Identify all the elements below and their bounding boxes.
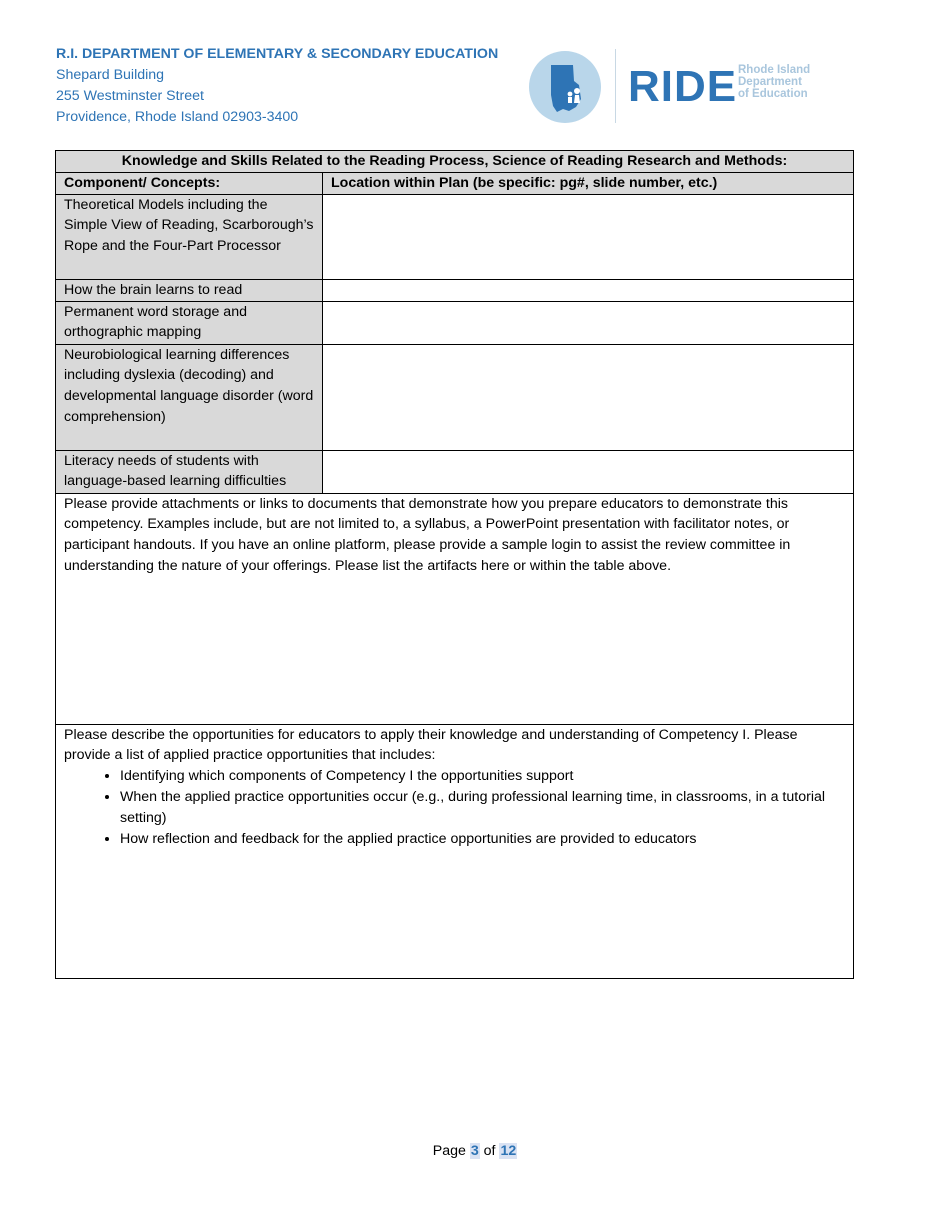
total-page-count: 12 bbox=[500, 1143, 517, 1159]
component-cell: Literacy needs of students with language-based learning difficulties bbox=[56, 450, 323, 493]
attachments-row bbox=[56, 493, 854, 724]
table-title: Knowledge and Skills Related to the Reading Process, Science of Reading Research and Methods: bbox=[56, 151, 854, 173]
current-page-number: 3 bbox=[470, 1143, 479, 1159]
table-row bbox=[56, 194, 854, 279]
address-city: Providence, Rhode Island 02903-3400 bbox=[56, 109, 299, 125]
logo-divider bbox=[615, 49, 616, 123]
opportunities-list bbox=[64, 766, 845, 849]
component-cell: Theoretical Models including the Simple View of Reading, Scarborough’s Rope and the Four-Part Processor bbox=[56, 194, 323, 279]
location-input-cell[interactable] bbox=[323, 344, 854, 450]
location-input-cell[interactable] bbox=[323, 301, 854, 344]
table-row bbox=[56, 301, 854, 344]
component-cell: How the brain learns to read bbox=[56, 279, 323, 301]
ride-logo bbox=[529, 49, 829, 127]
location-input-cell[interactable] bbox=[323, 279, 854, 301]
page-footer bbox=[0, 1143, 950, 1159]
table-row bbox=[56, 450, 854, 493]
column-header-component: Component/ Concepts: bbox=[56, 172, 323, 194]
list-item: • Identifying which components of Competency I the opportunities support bbox=[120, 766, 845, 787]
logo-subtitle bbox=[738, 64, 810, 100]
location-input-cell[interactable] bbox=[323, 194, 854, 279]
table-row bbox=[56, 344, 854, 450]
page-prefix: Page bbox=[432, 1143, 466, 1159]
org-name: R.I. DEPARTMENT OF ELEMENTARY & SECONDARY EDUCATION bbox=[56, 46, 499, 62]
component-cell: Neurobiological learning differences including dyslexia (decoding) and developmental language disorder (word comprehension) bbox=[56, 344, 323, 450]
address-street: 255 Westminster Street bbox=[56, 88, 204, 104]
component-cell: Permanent word storage and orthographic mapping bbox=[56, 301, 323, 344]
rhode-island-map-icon bbox=[529, 51, 601, 123]
opportunities-row bbox=[56, 724, 854, 978]
table-title-row bbox=[56, 151, 854, 173]
attachments-cell[interactable] bbox=[56, 493, 854, 724]
table-row bbox=[56, 279, 854, 301]
logo-subtitle-line: Department bbox=[738, 76, 802, 88]
attachments-prompt: Please provide attachments or links to documents that demonstrate how you prepare educators to demonstrate this competency. Examples include, but are not limited to, a syllabus, a PowerPoint presentation with facilitator notes, or participant handouts. If you have an online platform, please provide a sample login to assist the review committee in understanding the nature of your offerings. Please list the artifacts here or within the table above. bbox=[64, 495, 791, 574]
page-of-word: of bbox=[483, 1143, 496, 1159]
competency-table bbox=[55, 150, 854, 979]
logo-subtitle-line: Rhode Island bbox=[738, 64, 811, 76]
address-building: Shepard Building bbox=[56, 67, 165, 83]
opportunities-prompt: Please describe the opportunities for educators to apply their knowledge and understanding of Competency I. Please provide a list of applied practice opportunities that includes: bbox=[64, 726, 798, 764]
location-input-cell[interactable] bbox=[323, 450, 854, 493]
list-item: • How reflection and feedback for the applied practice opportunities are provided to educators bbox=[120, 829, 845, 850]
letterhead-address bbox=[56, 44, 526, 128]
list-item: • When the applied practice opportunities occur (e.g., during professional learning time, in classrooms, in a tutorial setting) bbox=[120, 787, 845, 829]
logo-subtitle-line: of Education bbox=[738, 88, 808, 100]
column-header-row bbox=[56, 172, 854, 194]
column-header-location: Location within Plan (be specific: pg#, slide number, etc.) bbox=[323, 172, 854, 194]
opportunities-cell[interactable] bbox=[56, 724, 854, 978]
logo-wordmark: RIDE bbox=[628, 62, 738, 111]
